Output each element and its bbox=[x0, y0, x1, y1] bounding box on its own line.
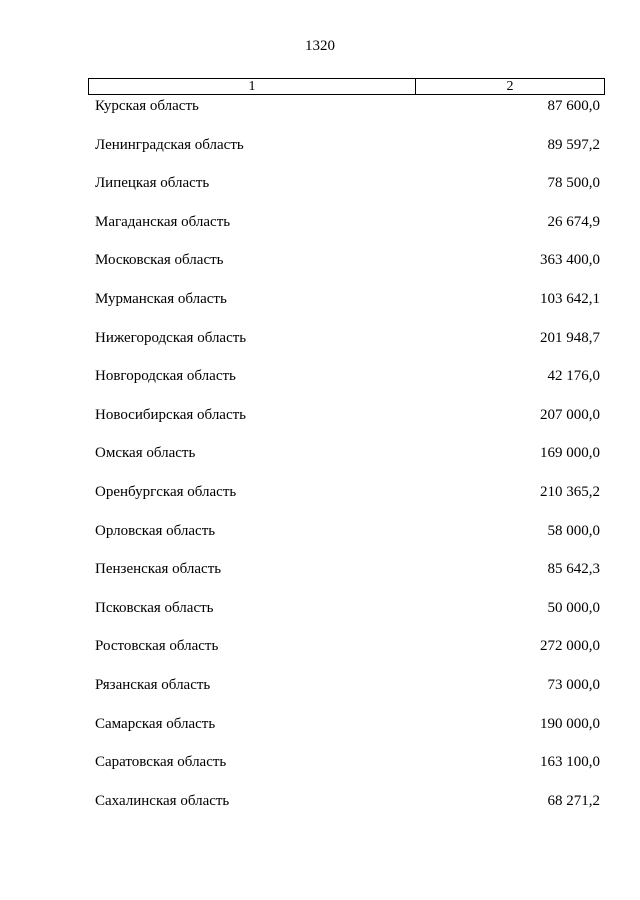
region-name: Ленинградская область bbox=[95, 136, 244, 153]
region-name: Омская область bbox=[95, 445, 196, 462]
table-row bbox=[95, 598, 600, 637]
region-name: Оренбургская область bbox=[95, 483, 237, 500]
table-row bbox=[95, 443, 600, 482]
amount-value: 26 674,9 bbox=[547, 213, 600, 230]
region-name: Ростовская область bbox=[95, 638, 219, 655]
table-row bbox=[95, 289, 600, 328]
region-name: Липецкая область bbox=[95, 175, 210, 192]
table-row bbox=[95, 328, 600, 367]
column-header-2: 2 bbox=[506, 79, 514, 94]
table-row bbox=[95, 791, 600, 830]
region-name: Саратовская область bbox=[95, 754, 227, 771]
region-name: Самарская область bbox=[95, 715, 216, 732]
table-row bbox=[95, 212, 600, 251]
table-row bbox=[95, 521, 600, 560]
page-number: 1320 bbox=[305, 38, 335, 54]
amount-value: 363 400,0 bbox=[540, 252, 600, 269]
amount-value: 190 000,0 bbox=[540, 715, 600, 732]
amount-value: 68 271,2 bbox=[547, 792, 600, 809]
table-row bbox=[95, 405, 600, 444]
table-row bbox=[95, 366, 600, 405]
region-name: Пензенская область bbox=[95, 561, 222, 578]
region-name: Магаданская область bbox=[95, 213, 231, 230]
amount-value: 42 176,0 bbox=[547, 368, 600, 385]
region-name: Курская область bbox=[95, 98, 199, 114]
amount-value: 89 597,2 bbox=[547, 136, 600, 153]
amount-value: 50 000,0 bbox=[547, 599, 600, 616]
amount-value: 85 642,3 bbox=[547, 561, 600, 578]
table-row bbox=[95, 752, 600, 791]
region-name: Московская область bbox=[95, 252, 224, 269]
table-row bbox=[95, 96, 600, 135]
table-row bbox=[95, 675, 600, 714]
amount-value: 73 000,0 bbox=[547, 676, 600, 693]
table-row bbox=[95, 250, 600, 289]
table-header bbox=[88, 78, 605, 95]
table-row bbox=[95, 482, 600, 521]
amount-value: 210 365,2 bbox=[540, 483, 600, 500]
table-row bbox=[95, 714, 600, 753]
amount-value: 272 000,0 bbox=[540, 638, 600, 655]
amount-value: 201 948,7 bbox=[540, 329, 600, 346]
amount-value: 207 000,0 bbox=[540, 406, 600, 423]
amount-value: 103 642,1 bbox=[540, 290, 600, 307]
region-name: Рязанская область bbox=[95, 676, 211, 693]
region-name: Новосибирская область bbox=[95, 406, 247, 423]
amount-value: 78 500,0 bbox=[547, 175, 600, 192]
amount-value: 169 000,0 bbox=[540, 445, 600, 462]
region-name: Псковская область bbox=[95, 599, 214, 616]
table-row bbox=[95, 559, 600, 598]
region-name: Сахалинская область bbox=[95, 792, 230, 809]
table-body bbox=[95, 96, 600, 829]
region-name: Новгородская область bbox=[95, 368, 236, 385]
table-row bbox=[95, 636, 600, 675]
table-row bbox=[95, 135, 600, 174]
region-name: Орловская область bbox=[95, 522, 216, 539]
column-header-1: 1 bbox=[89, 79, 416, 94]
amount-value: 163 100,0 bbox=[540, 754, 600, 771]
table-row bbox=[95, 173, 600, 212]
amount-value: 87 600,0 bbox=[547, 98, 600, 114]
region-name: Мурманская область bbox=[95, 290, 227, 307]
region-name: Нижегородская область bbox=[95, 329, 247, 346]
amount-value: 58 000,0 bbox=[547, 522, 600, 539]
